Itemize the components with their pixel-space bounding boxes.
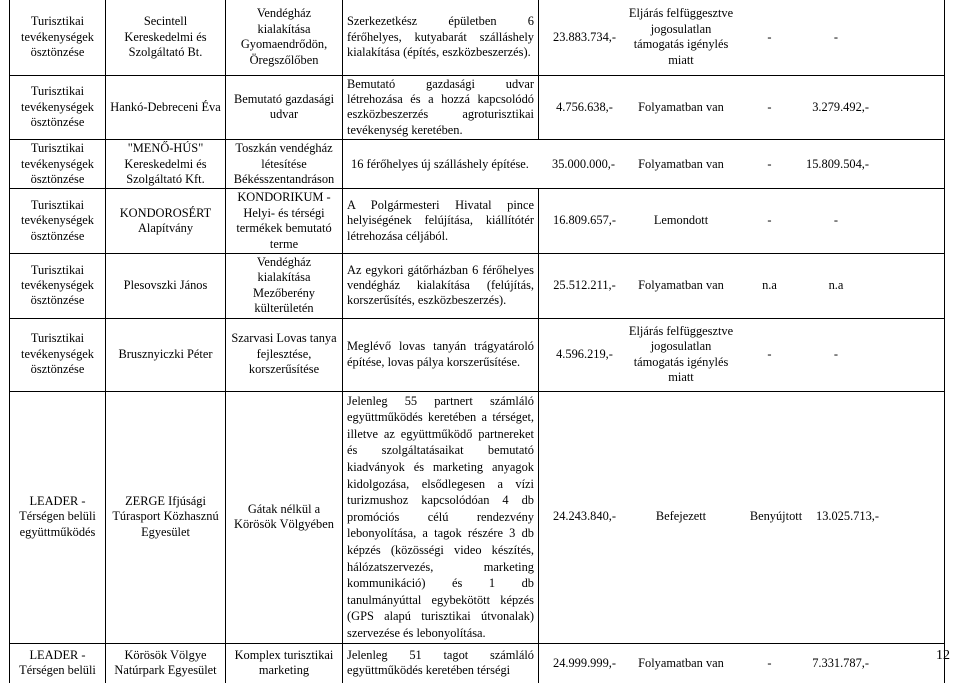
summary-cell	[539, 0, 945, 75]
description-cell: Az egykori gátőrházban 6 férőhelyes vendégház kialakítása (felújítás, korszerűsítés, eszközbeszerzés).	[343, 253, 539, 318]
amount-value: 16.809.657,-	[553, 213, 616, 228]
col8-value: 15.809.504,-	[806, 156, 869, 171]
col8-value: -	[833, 213, 839, 228]
measure-cell: LEADER - Térségen belüli együttműködés	[10, 391, 106, 643]
description-cell: A Polgármesteri Hivatal pince helyiségének felújítása, kiállítótér létrehozása céljából.	[343, 189, 539, 254]
table-row	[10, 189, 945, 254]
col7-value: -	[767, 99, 772, 114]
project-cell: Gátak nélkül a Körösök Völgyében	[226, 391, 343, 643]
description-cell: Meglévő lovas tanyán trágyatároló építése, lovas pálya korszerűsítése.	[343, 318, 539, 391]
col7-value: n.a	[762, 278, 777, 293]
amount-value: 4.596.219,-	[556, 346, 613, 361]
project-cell: KONDORIKUM - Helyi- és térségi termékek bemutató terme	[226, 189, 343, 254]
amount-value: 24.999.999,-	[553, 655, 616, 670]
project-cell: Vendégház kialakítása Gyomaendrődön, Öregszőlőben	[226, 0, 343, 75]
table-row	[10, 140, 945, 189]
applicant-cell: Secintell Kereskedelmi és Szolgáltató Bt.	[106, 0, 226, 75]
measure-cell: LEADER - Térségen belüli	[10, 643, 106, 683]
applicant-cell: Hankó-Debreceni Éva	[106, 75, 226, 140]
project-cell: Bemutató gazdasági udvar	[226, 75, 343, 140]
status-value: Folyamatban van	[638, 655, 724, 670]
status-value: Folyamatban van	[638, 99, 724, 114]
measure-cell: Turisztikai tevékenységek ösztönzése	[10, 140, 106, 189]
measure-cell: Turisztikai tevékenységek ösztönzése	[10, 75, 106, 140]
table-row	[10, 643, 945, 683]
status-value: Lemondott	[653, 213, 709, 228]
col8-value: -	[833, 29, 839, 44]
measure-cell: Turisztikai tevékenységek ösztönzése	[10, 318, 106, 391]
col8-value: -	[833, 346, 839, 361]
status-value: Eljárás felfüggesztve jogosulatlan támogatás igénylés miatt	[628, 6, 734, 67]
summary-cell	[539, 75, 945, 140]
measure-cell: Turisztikai tevékenységek ösztönzése	[10, 189, 106, 254]
table-row	[10, 318, 945, 391]
status-value: Folyamatban van	[638, 278, 724, 293]
projects-table	[9, 0, 945, 683]
applicant-cell: KONDOROSÉRT Alapítvány	[106, 189, 226, 254]
col7-value: -	[767, 655, 772, 670]
table-row	[10, 75, 945, 140]
amount-value: 35.000.000,-	[552, 156, 615, 171]
description-cell: Szerkezetkész épületben 6 férőhelyes, kutyabarát szálláshely kialakítása (építés, eszközbeszerzés).	[343, 0, 539, 75]
status-value: Befejezett	[655, 509, 707, 524]
applicant-cell: ZERGE Ifjúsági Túrasport Közhasznú Egyesület	[106, 391, 226, 643]
page-number: 12	[936, 648, 950, 663]
col8-value: 7.331.787,-	[812, 655, 869, 670]
amount-value: 23.883.734,-	[553, 29, 616, 44]
applicant-cell: Körösök Völgye Natúrpark Egyesület	[106, 643, 226, 683]
description-cell: 16 férőhelyes új szálláshely építése.	[351, 156, 529, 171]
project-cell: Szarvasi Lovas tanya fejlesztése, korszerűsítése	[226, 318, 343, 391]
description-cell: Jelenleg 51 tagot számláló együttműködés keretében térségi	[343, 643, 539, 683]
summary-cell	[539, 253, 945, 318]
col8-value: 13.025.713,-	[816, 509, 879, 524]
measure-cell: Turisztikai tevékenységek ösztönzése	[10, 253, 106, 318]
amount-value: 25.512.211,-	[553, 278, 616, 293]
col8-value: n.a	[828, 278, 844, 293]
project-cell: Vendégház kialakítása Mezőberény külterületén	[226, 253, 343, 318]
amount-value: 24.243.840,-	[553, 509, 616, 524]
col7-value: -	[767, 346, 772, 361]
col7-value: -	[767, 213, 772, 228]
applicant-cell: Brusznyiczki Péter	[106, 318, 226, 391]
status-value: Eljárás felfüggesztve jogosulatlan támogatás igénylés miatt	[628, 323, 734, 384]
amount-value: 4.756.638,-	[556, 99, 613, 114]
col8-value: 3.279.492,-	[812, 99, 869, 114]
description-cell: Jelenleg 55 partnert számláló együttműködés keretében a térséget, illetve az együttműködő partnereket és szolgáltatásaikat bemutató kiadványok és marketing anyagok kidolgozása, elsődlegesen a vízi turizmushoz kapcsolódóan 4 db promóciós célú rendezvény lebonyolítása, a tagok részére 3 db képzés (közösségi video készítés, hálózatszervezés, marketing kommunikáció) és 1 db tanulmányúttal egybekötött képzés (GPS alapú turisztikai útvonalak) szervezése és lebonyolítása.	[343, 391, 539, 643]
col7-value: Benyújtott	[749, 509, 803, 524]
table-row	[10, 391, 945, 643]
measure-cell: Turisztikai tevékenységek ösztönzése	[10, 0, 106, 75]
table-row	[10, 253, 945, 318]
applicant-cell: Plesovszki János	[106, 253, 226, 318]
summary-cell	[539, 391, 945, 643]
description-cell: Bemutató gazdasági udvar létrehozása és a hozzá kapcsolódó eszközbeszerzés agroturisztikai tevékenység keretében.	[343, 75, 539, 140]
project-cell: Toszkán vendégház létesítése Békésszentandráson	[226, 140, 343, 189]
applicant-cell: "MENŐ-HÚS" Kereskedelmi és Szolgáltató Kft.	[106, 140, 226, 189]
summary-cell	[539, 318, 945, 391]
summary-cell	[539, 643, 945, 683]
summary-cell	[343, 140, 945, 189]
table-row	[10, 0, 945, 75]
summary-cell	[539, 189, 945, 254]
col7-value: -	[767, 156, 772, 171]
project-cell: Komplex turisztikai marketing	[226, 643, 343, 683]
col7-value: -	[767, 29, 772, 44]
status-value: Folyamatban van	[638, 156, 724, 171]
